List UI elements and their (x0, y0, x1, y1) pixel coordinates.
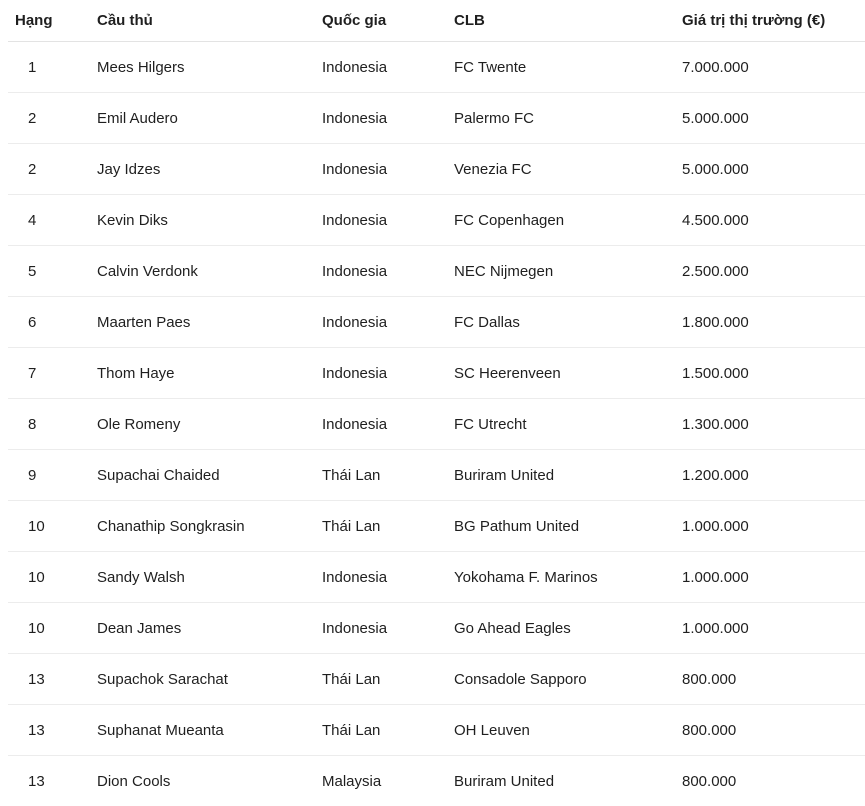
cell-market-value: 1.000.000 (682, 552, 865, 603)
table-row (8, 195, 865, 246)
table-row (8, 705, 865, 756)
cell-player: Supachai Chaided (89, 450, 322, 501)
cell-player: Emil Audero (89, 93, 322, 144)
cell-rank: 5 (8, 246, 89, 297)
table-row (8, 654, 865, 705)
cell-rank: 1 (8, 42, 89, 93)
cell-country: Indonesia (322, 93, 454, 144)
cell-player: Mees Hilgers (89, 42, 322, 93)
cell-country: Indonesia (322, 348, 454, 399)
cell-club: FC Utrecht (454, 399, 682, 450)
cell-market-value: 1.300.000 (682, 399, 865, 450)
header-player: Cầu thủ (89, 0, 322, 42)
cell-player: Kevin Diks (89, 195, 322, 246)
cell-rank: 6 (8, 297, 89, 348)
cell-player: Supachok Sarachat (89, 654, 322, 705)
cell-player: Ole Romeny (89, 399, 322, 450)
cell-market-value: 5.000.000 (682, 93, 865, 144)
header-market-value: Giá trị thị trường (€) (682, 0, 865, 42)
cell-country: Thái Lan (322, 654, 454, 705)
header-row (8, 0, 865, 42)
cell-rank: 10 (8, 501, 89, 552)
cell-player: Jay Idzes (89, 144, 322, 195)
cell-market-value: 800.000 (682, 756, 865, 806)
cell-player: Suphanat Mueanta (89, 705, 322, 756)
cell-rank: 7 (8, 348, 89, 399)
cell-club: FC Twente (454, 42, 682, 93)
cell-country: Indonesia (322, 195, 454, 246)
cell-country: Indonesia (322, 399, 454, 450)
cell-rank: 10 (8, 603, 89, 654)
cell-club: Yokohama F. Marinos (454, 552, 682, 603)
cell-player: Chanathip Songkrasin (89, 501, 322, 552)
cell-country: Malaysia (322, 756, 454, 806)
cell-club: Buriram United (454, 756, 682, 806)
table-row (8, 93, 865, 144)
cell-market-value: 4.500.000 (682, 195, 865, 246)
cell-country: Thái Lan (322, 501, 454, 552)
cell-rank: 4 (8, 195, 89, 246)
cell-club: Go Ahead Eagles (454, 603, 682, 654)
cell-club: OH Leuven (454, 705, 682, 756)
cell-player: Calvin Verdonk (89, 246, 322, 297)
cell-country: Thái Lan (322, 450, 454, 501)
cell-country: Indonesia (322, 144, 454, 195)
table-row (8, 348, 865, 399)
table-row (8, 246, 865, 297)
table-row (8, 399, 865, 450)
cell-club: Venezia FC (454, 144, 682, 195)
header-country: Quốc gia (322, 0, 454, 42)
header-rank: Hạng (8, 0, 89, 42)
cell-market-value: 1.800.000 (682, 297, 865, 348)
header-club: CLB (454, 0, 682, 42)
cell-market-value: 800.000 (682, 654, 865, 705)
cell-country: Indonesia (322, 297, 454, 348)
table-row (8, 552, 865, 603)
cell-club: Consadole Sapporo (454, 654, 682, 705)
cell-club: Palermo FC (454, 93, 682, 144)
table-body (8, 42, 865, 806)
table-header (8, 0, 865, 42)
table-row (8, 450, 865, 501)
cell-rank: 2 (8, 144, 89, 195)
cell-rank: 13 (8, 756, 89, 806)
cell-club: BG Pathum United (454, 501, 682, 552)
cell-market-value: 1.500.000 (682, 348, 865, 399)
cell-market-value: 5.000.000 (682, 144, 865, 195)
table-row (8, 42, 865, 93)
table-row (8, 501, 865, 552)
cell-country: Indonesia (322, 246, 454, 297)
cell-player: Dean James (89, 603, 322, 654)
cell-rank: 8 (8, 399, 89, 450)
cell-rank: 10 (8, 552, 89, 603)
cell-club: FC Copenhagen (454, 195, 682, 246)
cell-club: FC Dallas (454, 297, 682, 348)
table-row (8, 297, 865, 348)
cell-rank: 13 (8, 705, 89, 756)
table-row (8, 756, 865, 806)
cell-rank: 9 (8, 450, 89, 501)
cell-club: Buriram United (454, 450, 682, 501)
cell-club: SC Heerenveen (454, 348, 682, 399)
cell-player: Sandy Walsh (89, 552, 322, 603)
cell-market-value: 2.500.000 (682, 246, 865, 297)
cell-player: Maarten Paes (89, 297, 322, 348)
table-row (8, 603, 865, 654)
market-value-table (8, 0, 865, 806)
cell-market-value: 800.000 (682, 705, 865, 756)
cell-market-value: 1.000.000 (682, 501, 865, 552)
cell-country: Indonesia (322, 552, 454, 603)
cell-player: Thom Haye (89, 348, 322, 399)
cell-country: Indonesia (322, 603, 454, 654)
cell-player: Dion Cools (89, 756, 322, 806)
cell-market-value: 1.200.000 (682, 450, 865, 501)
cell-market-value: 1.000.000 (682, 603, 865, 654)
cell-country: Thái Lan (322, 705, 454, 756)
table-row (8, 144, 865, 195)
cell-market-value: 7.000.000 (682, 42, 865, 93)
cell-rank: 13 (8, 654, 89, 705)
cell-rank: 2 (8, 93, 89, 144)
cell-country: Indonesia (322, 42, 454, 93)
cell-club: NEC Nijmegen (454, 246, 682, 297)
